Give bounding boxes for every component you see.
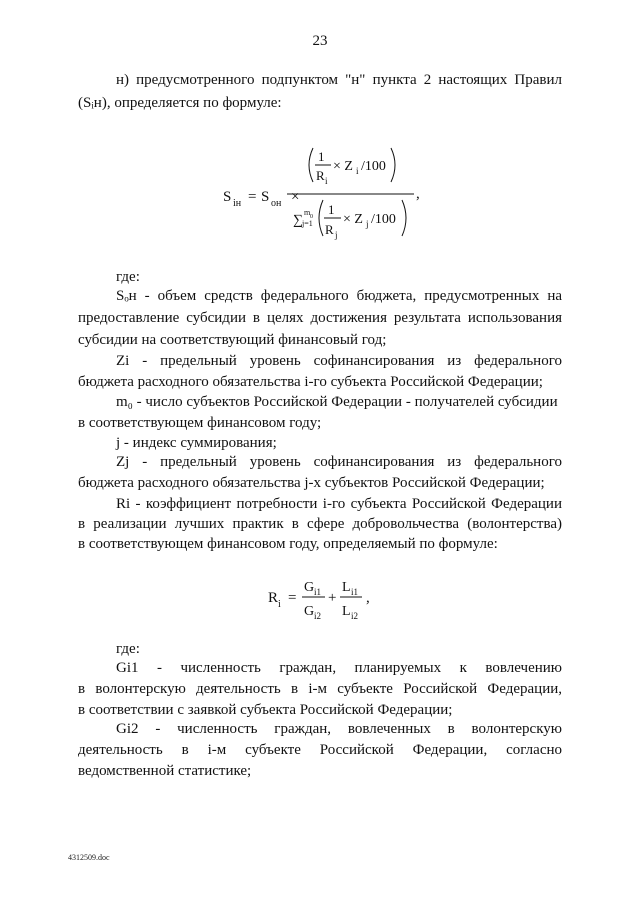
intro-line-2: (Sᵢн), определяется по формуле: — [78, 95, 282, 111]
def-s-on-line-1: Sₒн - объем средств федерального бюджета, предусмотренных на — [116, 288, 562, 304]
def-zj-line-2: бюджета расходного обязательства j-х субъектов Российской Федерации; — [78, 475, 545, 491]
num-r: R — [316, 168, 325, 183]
formula-times: × — [291, 189, 300, 205]
formula-comma: , — [416, 186, 420, 202]
num-r-sub: i — [325, 176, 328, 186]
den-r: R — [325, 222, 334, 237]
den-z-sub: j — [366, 219, 369, 229]
f2-l-den-sub: i2 — [351, 611, 359, 621]
def-m0-line-1: m₀ - число субъектов Российской Федерации - получателей субсидии — [116, 394, 558, 410]
f2-l-den: L — [342, 604, 351, 619]
formula-s-in — [215, 140, 445, 250]
def-ri-line-2: в реализации лучших практик в сфере добровольчества (волонтерства) — [78, 516, 562, 532]
den-one: 1 — [328, 202, 335, 217]
def-ri-line-3: в соответствующем финансовом году, определяемый по формуле: — [78, 536, 498, 552]
def-j-line-1: j - индекс суммирования; — [116, 435, 277, 451]
f2-l-num: L — [342, 580, 351, 595]
den-sum-sup2: 0 — [310, 214, 313, 220]
def-gi1-line-3: в соответствии с заявкой субъекта Российской Федерации; — [78, 702, 453, 718]
num-z-sub: i — [356, 166, 359, 176]
den-z: × Z — [343, 212, 363, 227]
f2-eq: = — [288, 590, 297, 606]
def-gi2-line-1: Gi2 - численность граждан, вовлеченных в волонтерскую — [116, 721, 562, 737]
den-sum-sup: m — [304, 208, 311, 217]
den-100: /100 — [371, 212, 396, 227]
def-m0-line-2: в соответствующем финансовом году; — [78, 415, 322, 431]
intro-line-1: н) предусмотренного подпунктом "н" пункта 2 настоящих Правил — [116, 72, 562, 88]
formula-r-i — [262, 572, 382, 628]
page-number: 23 — [312, 33, 328, 49]
den-sum-sub: j=1 — [302, 219, 313, 228]
den-sum: ∑ — [293, 213, 303, 228]
def-gi1-line-1: Gi1 - численность граждан, планируемых к вовлечению — [116, 660, 562, 676]
def-s-on-line-2: предоставление субсидии в целях достижения результата использования — [78, 310, 562, 326]
def-gi1-line-2: в волонтерскую деятельность в i-м субъекте Российской Федерации, — [78, 681, 562, 697]
def-s-on-line-3: субсидии на соответствующий финансовый год; — [78, 332, 387, 348]
formula-s-on-sub: он — [271, 198, 282, 209]
def-gi2-line-2: деятельность в i-м субъекте Российской Федерации, согласно — [78, 742, 562, 758]
f2-plus: + — [328, 590, 337, 606]
def-zj-line-1: Zj - предельный уровень софинансирования из федерального — [116, 454, 562, 470]
num-100: /100 — [361, 159, 386, 174]
def-zi-line-1: Zi - предельный уровень софинансирования из федерального — [116, 353, 562, 369]
num-one: 1 — [318, 149, 325, 164]
formula-s-on: S — [261, 189, 270, 205]
f2-g-num-sub: i1 — [314, 587, 322, 597]
where-label-1: где: — [116, 269, 140, 285]
f2-comma: , — [366, 590, 370, 606]
formula-lhs: S — [223, 189, 232, 205]
f2-lhs-sub: i — [278, 599, 281, 610]
f2-g-num: G — [304, 580, 315, 595]
f2-g-den: G — [304, 604, 315, 619]
def-ri-line-1: Ri - коэффициент потребности i-го субъекта Российской Федерации — [116, 496, 562, 512]
formula-eq: = — [248, 189, 257, 205]
def-zi-line-2: бюджета расходного обязательства i-го субъекта Российской Федерации; — [78, 374, 543, 390]
where-label-2: где: — [116, 641, 140, 657]
f2-l-num-sub: i1 — [351, 587, 359, 597]
f2-lhs: R — [268, 590, 279, 606]
f2-g-den-sub: i2 — [314, 611, 322, 621]
formula-lhs-sub: iн — [233, 198, 242, 209]
num-z: × Z — [333, 159, 353, 174]
def-gi2-line-3: ведомственной статистике; — [78, 763, 252, 779]
den-r-sub: j — [335, 230, 338, 240]
document-footer: 4312509.doc — [68, 853, 110, 862]
